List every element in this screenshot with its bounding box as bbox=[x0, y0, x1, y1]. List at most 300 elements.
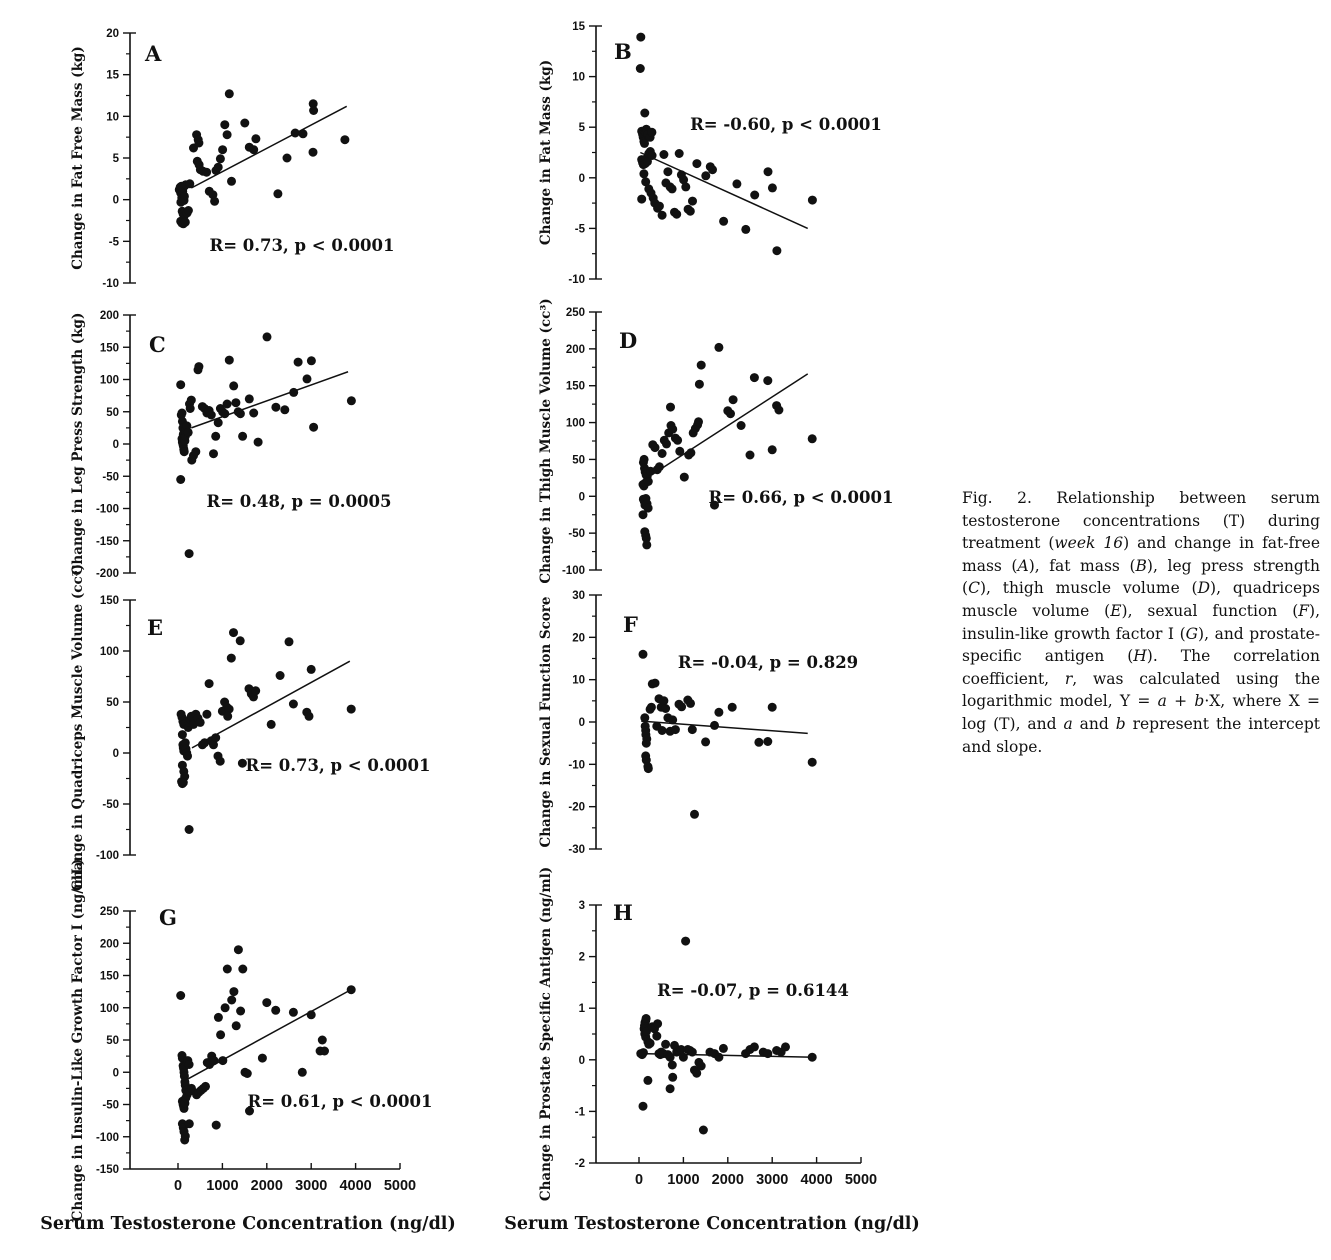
data-point bbox=[808, 196, 817, 205]
data-point bbox=[276, 671, 285, 680]
y-tick-label: 2 bbox=[578, 951, 585, 964]
panel-B bbox=[538, 21, 882, 286]
data-point bbox=[347, 396, 356, 405]
data-point bbox=[661, 1040, 670, 1049]
caption-segment: ), insulin-like growth factor I ( bbox=[962, 601, 1320, 643]
data-point bbox=[639, 169, 648, 178]
data-point bbox=[647, 703, 656, 712]
caption-segment: + bbox=[1166, 692, 1195, 711]
regression-line bbox=[191, 106, 346, 188]
data-point bbox=[668, 1061, 677, 1070]
data-point bbox=[750, 191, 759, 200]
data-point bbox=[640, 455, 649, 464]
data-point bbox=[320, 1047, 329, 1056]
y-tick-label: -100 bbox=[95, 1131, 119, 1144]
data-point bbox=[238, 432, 247, 441]
data-point bbox=[229, 628, 238, 637]
caption-segment: ), and prostate-specific antigen ( bbox=[962, 624, 1321, 666]
caption-segment: C bbox=[968, 579, 980, 598]
data-point bbox=[648, 151, 657, 160]
x-tick-label: 3000 bbox=[756, 1172, 789, 1188]
data-point bbox=[227, 996, 236, 1005]
data-point bbox=[305, 712, 314, 721]
y-tick-label: 200 bbox=[99, 310, 119, 322]
data-point bbox=[181, 1132, 190, 1141]
data-point bbox=[661, 704, 670, 713]
data-point bbox=[220, 409, 229, 418]
data-point bbox=[303, 374, 312, 383]
data-point bbox=[291, 129, 300, 138]
data-point bbox=[176, 475, 185, 484]
data-point bbox=[202, 710, 211, 719]
x-tick-label: 0 bbox=[173, 1178, 183, 1194]
y-tick-label: -2 bbox=[574, 1158, 585, 1170]
data-point bbox=[240, 119, 249, 128]
data-point bbox=[283, 154, 292, 163]
data-point bbox=[694, 417, 703, 426]
caption-segment: G bbox=[1185, 624, 1199, 643]
caption-segment: H bbox=[1133, 647, 1147, 666]
caption-segment: represent the intercept and slope. bbox=[962, 714, 1321, 756]
data-point bbox=[666, 403, 675, 412]
data-point bbox=[176, 380, 185, 389]
data-point bbox=[249, 409, 258, 418]
data-point bbox=[728, 703, 737, 712]
panel-C bbox=[70, 310, 391, 580]
data-point bbox=[651, 679, 660, 688]
data-point bbox=[699, 1126, 708, 1135]
y-axis-title: Change in Quadriceps Muscle Volume (cc³) bbox=[70, 564, 86, 891]
data-point bbox=[726, 409, 735, 418]
data-point bbox=[294, 358, 303, 367]
y-axis-title: Change in Leg Press Strength (kg) bbox=[70, 312, 86, 576]
data-point bbox=[719, 217, 728, 226]
x-tick-label: 2000 bbox=[711, 1172, 744, 1188]
panel-letter: H bbox=[613, 900, 633, 925]
y-tick-label: 5 bbox=[112, 153, 119, 165]
data-point bbox=[184, 428, 193, 437]
data-point bbox=[808, 434, 817, 443]
panel-letter: G bbox=[159, 905, 177, 930]
data-point bbox=[741, 225, 750, 234]
data-point bbox=[643, 1076, 652, 1085]
data-point bbox=[267, 720, 276, 729]
caption-segment: ), leg press strength ( bbox=[962, 556, 1320, 598]
y-axis-title: Change in Prostate Specific Antigen (ng/ml) bbox=[538, 866, 554, 1202]
caption-segment: ), thigh muscle volume ( bbox=[979, 579, 1198, 598]
data-point bbox=[768, 703, 777, 712]
data-point bbox=[644, 477, 653, 486]
y-tick-label: 250 bbox=[99, 906, 119, 918]
data-point bbox=[640, 713, 649, 722]
data-point bbox=[210, 1056, 219, 1065]
data-point bbox=[719, 1044, 728, 1053]
data-point bbox=[668, 1073, 677, 1082]
data-point bbox=[673, 436, 682, 445]
y-tick-label: 20 bbox=[572, 632, 585, 645]
data-point bbox=[652, 1032, 661, 1041]
y-tick-label: -10 bbox=[568, 759, 585, 772]
data-point bbox=[285, 637, 294, 646]
caption-segment: B bbox=[1135, 556, 1147, 575]
data-point bbox=[194, 139, 203, 148]
data-point bbox=[763, 376, 772, 385]
caption-segment: F bbox=[1298, 601, 1310, 620]
data-point bbox=[729, 395, 738, 404]
correlation-annotation: R= 0.73, p < 0.0001 bbox=[245, 756, 431, 775]
x-axis-title: Serum Testosterone Concentration (ng/dl) bbox=[504, 1214, 920, 1234]
caption-segment: ) and change in fat-free mass ( bbox=[962, 534, 1321, 575]
y-tick-label: -1 bbox=[574, 1106, 585, 1119]
y-tick-label: -5 bbox=[574, 223, 585, 236]
data-point bbox=[223, 400, 232, 409]
data-point bbox=[223, 130, 232, 139]
data-point bbox=[675, 447, 684, 456]
data-point bbox=[243, 1069, 252, 1078]
data-point bbox=[701, 737, 710, 746]
data-point bbox=[663, 167, 672, 176]
data-point bbox=[214, 1013, 223, 1022]
y-axis-title: Change in Insulin-Like Growth Factor I (ng/mL) bbox=[70, 858, 86, 1222]
caption-segment: ), quadriceps muscle volume ( bbox=[962, 579, 1320, 620]
data-point bbox=[658, 211, 667, 220]
data-point bbox=[273, 189, 282, 198]
data-point bbox=[307, 1010, 316, 1019]
data-point bbox=[218, 145, 227, 154]
data-point bbox=[768, 445, 777, 454]
data-point bbox=[178, 409, 187, 418]
data-point bbox=[701, 171, 710, 180]
data-point bbox=[340, 135, 349, 144]
data-point bbox=[176, 198, 185, 207]
data-point bbox=[642, 734, 651, 743]
correlation-annotation: R= -0.07, p = 0.6144 bbox=[657, 981, 849, 1000]
y-tick-label: 150 bbox=[99, 970, 119, 983]
data-point bbox=[659, 150, 668, 159]
caption-segment: A bbox=[1017, 556, 1029, 575]
panel-letter: E bbox=[147, 615, 164, 640]
y-tick-label: 0 bbox=[578, 172, 585, 185]
y-tick-label: 15 bbox=[106, 69, 119, 82]
y-tick-label: -50 bbox=[102, 471, 119, 484]
data-point bbox=[185, 1119, 194, 1128]
data-point bbox=[196, 718, 205, 727]
y-tick-label: 100 bbox=[99, 1002, 119, 1015]
caption-segment: E bbox=[1110, 601, 1122, 620]
data-point bbox=[202, 168, 211, 177]
y-tick-label: -100 bbox=[95, 850, 119, 862]
y-tick-label: -50 bbox=[102, 799, 119, 811]
y-tick-label: 0 bbox=[112, 194, 119, 207]
data-point bbox=[754, 738, 763, 747]
data-point bbox=[680, 473, 689, 482]
data-point bbox=[639, 510, 648, 519]
data-point bbox=[211, 733, 220, 742]
data-point bbox=[692, 159, 701, 168]
y-tick-label: -150 bbox=[95, 535, 119, 548]
y-tick-label: 150 bbox=[565, 380, 585, 393]
y-tick-label: -30 bbox=[568, 844, 585, 856]
data-point bbox=[185, 825, 194, 834]
data-point bbox=[697, 1062, 706, 1071]
data-point bbox=[216, 757, 225, 766]
data-point bbox=[214, 163, 223, 172]
data-point bbox=[347, 705, 356, 714]
data-point bbox=[318, 1036, 327, 1045]
data-point bbox=[697, 361, 706, 370]
data-point bbox=[178, 730, 187, 739]
data-point bbox=[750, 1042, 759, 1051]
figure-caption bbox=[962, 487, 1320, 758]
data-point bbox=[808, 758, 817, 767]
data-point bbox=[271, 403, 280, 412]
x-tick-label: 4000 bbox=[800, 1172, 833, 1188]
data-point bbox=[227, 654, 236, 663]
data-point bbox=[207, 411, 216, 420]
data-point bbox=[644, 764, 653, 773]
x-tick-label: 5000 bbox=[844, 1172, 878, 1188]
data-point bbox=[289, 700, 298, 709]
y-tick-label: -100 bbox=[95, 503, 119, 516]
data-point bbox=[212, 1121, 221, 1130]
data-point bbox=[668, 184, 677, 193]
x-axis-title: Serum Testosterone Concentration (ng/dl) bbox=[40, 1214, 456, 1234]
x-tick-label: 0 bbox=[634, 1172, 644, 1188]
data-point bbox=[218, 1056, 227, 1065]
y-tick-label: 150 bbox=[99, 595, 119, 607]
regression-line bbox=[640, 374, 807, 482]
data-point bbox=[639, 1102, 648, 1111]
data-point bbox=[658, 449, 667, 458]
y-tick-label: 50 bbox=[106, 697, 119, 709]
data-point bbox=[187, 396, 196, 405]
data-point bbox=[708, 165, 717, 174]
data-point bbox=[214, 418, 223, 427]
caption-segment: a bbox=[1063, 714, 1073, 733]
data-point bbox=[185, 179, 194, 188]
x-tick-label: 3000 bbox=[295, 1178, 328, 1194]
panel-letter: A bbox=[145, 41, 162, 66]
data-point bbox=[263, 332, 272, 341]
data-point bbox=[289, 388, 298, 397]
x-tick-label: 1000 bbox=[667, 1172, 700, 1188]
y-tick-label: 10 bbox=[572, 71, 585, 84]
correlation-annotation: R= -0.60, p < 0.0001 bbox=[690, 115, 882, 134]
y-tick-label: 250 bbox=[565, 307, 585, 319]
y-tick-label: 50 bbox=[106, 406, 119, 419]
data-point bbox=[220, 120, 229, 129]
data-point bbox=[231, 398, 240, 407]
y-tick-label: 3 bbox=[578, 900, 585, 912]
data-point bbox=[194, 362, 203, 371]
data-point bbox=[686, 207, 695, 216]
data-point bbox=[280, 405, 289, 414]
data-point bbox=[639, 650, 648, 659]
y-tick-label: 0 bbox=[578, 1054, 585, 1067]
y-tick-label: 20 bbox=[106, 28, 119, 40]
data-point bbox=[186, 404, 195, 413]
data-point bbox=[688, 1048, 697, 1057]
y-axis-title: Change in Fat Mass (kg) bbox=[538, 59, 554, 246]
data-point bbox=[679, 1053, 688, 1062]
data-point bbox=[225, 356, 234, 365]
y-tick-label: 0 bbox=[578, 491, 585, 504]
y-tick-label: -20 bbox=[568, 801, 585, 814]
y-tick-label: 50 bbox=[106, 1035, 119, 1047]
y-tick-label: 200 bbox=[99, 938, 119, 951]
data-point bbox=[737, 421, 746, 430]
x-tick-label: 1000 bbox=[206, 1178, 239, 1194]
caption-segment: Fig. 2. Relationship between serum testosterone concentrations (T) during treatment ( bbox=[962, 489, 1320, 553]
panel-letter: B bbox=[614, 39, 632, 64]
data-point bbox=[647, 128, 656, 137]
caption-segment: and bbox=[1072, 714, 1116, 733]
y-tick-label: 0 bbox=[578, 717, 585, 729]
x-tick-label: 2000 bbox=[250, 1178, 283, 1194]
data-point bbox=[639, 1048, 648, 1057]
data-point bbox=[221, 1003, 230, 1012]
data-point bbox=[223, 965, 232, 974]
data-point bbox=[309, 423, 318, 432]
data-point bbox=[216, 154, 225, 163]
data-point bbox=[671, 725, 680, 734]
data-point bbox=[653, 1019, 662, 1028]
caption-segment: ), fat mass ( bbox=[1028, 556, 1136, 575]
data-point bbox=[216, 1030, 225, 1039]
y-axis-title: Change in Thigh Muscle Volume (cc³) bbox=[538, 298, 554, 584]
data-point bbox=[225, 89, 234, 98]
data-point bbox=[763, 737, 772, 746]
data-point bbox=[688, 725, 697, 734]
data-point bbox=[764, 167, 773, 176]
y-tick-label: -150 bbox=[95, 1164, 119, 1176]
y-tick-label: 100 bbox=[99, 374, 119, 387]
data-point bbox=[307, 665, 316, 674]
data-point bbox=[774, 406, 783, 415]
data-point bbox=[238, 965, 247, 974]
y-tick-label: -100 bbox=[561, 565, 585, 577]
panel-letter: D bbox=[619, 328, 638, 353]
data-point bbox=[251, 686, 260, 695]
panel-H bbox=[504, 867, 920, 1234]
data-point bbox=[651, 443, 660, 452]
data-point bbox=[229, 381, 238, 390]
data-point bbox=[642, 540, 651, 549]
data-point bbox=[655, 462, 664, 471]
data-point bbox=[289, 1008, 298, 1017]
caption-segment: r bbox=[1064, 669, 1073, 688]
data-point bbox=[254, 438, 263, 447]
data-point bbox=[686, 699, 695, 708]
correlation-annotation: R= 0.61, p < 0.0001 bbox=[247, 1092, 433, 1111]
data-point bbox=[768, 183, 777, 192]
data-point bbox=[637, 195, 646, 204]
caption-segment: a bbox=[1157, 692, 1167, 711]
data-point bbox=[179, 778, 188, 787]
data-point bbox=[180, 447, 189, 456]
caption-segment: ). The correlation coefficient, bbox=[962, 647, 1320, 688]
data-point bbox=[236, 1007, 245, 1016]
data-point bbox=[191, 447, 200, 456]
data-point bbox=[183, 752, 192, 761]
y-axis-title: Change in Fat Free Mass (kg) bbox=[70, 46, 86, 270]
data-point bbox=[714, 1053, 723, 1062]
panel-A bbox=[70, 28, 394, 290]
data-point bbox=[185, 1060, 194, 1069]
y-tick-label: 0 bbox=[112, 439, 119, 451]
data-point bbox=[750, 373, 759, 382]
y-tick-label: 0 bbox=[112, 748, 119, 760]
data-point bbox=[646, 1039, 655, 1048]
data-point bbox=[271, 1006, 280, 1015]
data-point bbox=[209, 449, 218, 458]
y-tick-label: 100 bbox=[565, 417, 585, 430]
panel-F bbox=[538, 590, 858, 856]
caption-segment: , was calculated using the logarithmic model, Y = bbox=[962, 669, 1320, 711]
y-tick-label: 5 bbox=[578, 122, 585, 135]
data-point bbox=[211, 432, 220, 441]
data-point bbox=[668, 425, 677, 434]
caption-segment: D bbox=[1197, 579, 1211, 598]
data-point bbox=[636, 64, 645, 73]
y-tick-label: -50 bbox=[568, 528, 585, 541]
panel-letter: F bbox=[623, 612, 638, 637]
data-point bbox=[249, 145, 258, 154]
x-tick-label: 4000 bbox=[339, 1178, 372, 1194]
y-tick-label: 100 bbox=[99, 646, 119, 658]
correlation-annotation: R= 0.73, p < 0.0001 bbox=[209, 236, 395, 255]
data-point bbox=[299, 129, 308, 138]
y-tick-label: -50 bbox=[102, 1099, 119, 1112]
data-point bbox=[690, 810, 699, 819]
y-tick-label: 0 bbox=[112, 1067, 119, 1080]
data-point bbox=[681, 182, 690, 191]
data-point bbox=[223, 712, 232, 721]
data-point bbox=[672, 210, 681, 219]
data-point bbox=[666, 1084, 675, 1093]
data-point bbox=[642, 1014, 651, 1023]
y-tick-label: 30 bbox=[572, 590, 585, 602]
data-point bbox=[347, 985, 356, 994]
data-point bbox=[677, 702, 686, 711]
caption-segment: week 16 bbox=[1054, 534, 1124, 553]
data-point bbox=[236, 636, 245, 645]
data-point bbox=[714, 708, 723, 717]
data-point bbox=[309, 148, 318, 157]
y-tick-label: 1 bbox=[578, 1003, 585, 1016]
caption-segment: ·X, where X = log (T), and bbox=[962, 692, 1320, 733]
data-point bbox=[251, 134, 260, 143]
data-point bbox=[732, 179, 741, 188]
data-point bbox=[763, 1049, 772, 1058]
y-tick-label: 150 bbox=[99, 342, 119, 355]
x-tick-label: 5000 bbox=[383, 1178, 417, 1194]
data-point bbox=[636, 33, 645, 42]
data-point bbox=[781, 1042, 790, 1051]
data-point bbox=[205, 679, 214, 688]
data-point bbox=[307, 356, 316, 365]
data-point bbox=[176, 991, 185, 1000]
caption-segment: b bbox=[1115, 714, 1126, 733]
data-point bbox=[262, 998, 271, 1007]
data-point bbox=[710, 721, 719, 730]
data-point bbox=[210, 197, 219, 206]
data-point bbox=[309, 106, 318, 115]
panel-G bbox=[40, 859, 456, 1234]
panel-D bbox=[538, 298, 893, 583]
data-point bbox=[245, 394, 254, 403]
y-tick-label: 10 bbox=[572, 674, 585, 687]
